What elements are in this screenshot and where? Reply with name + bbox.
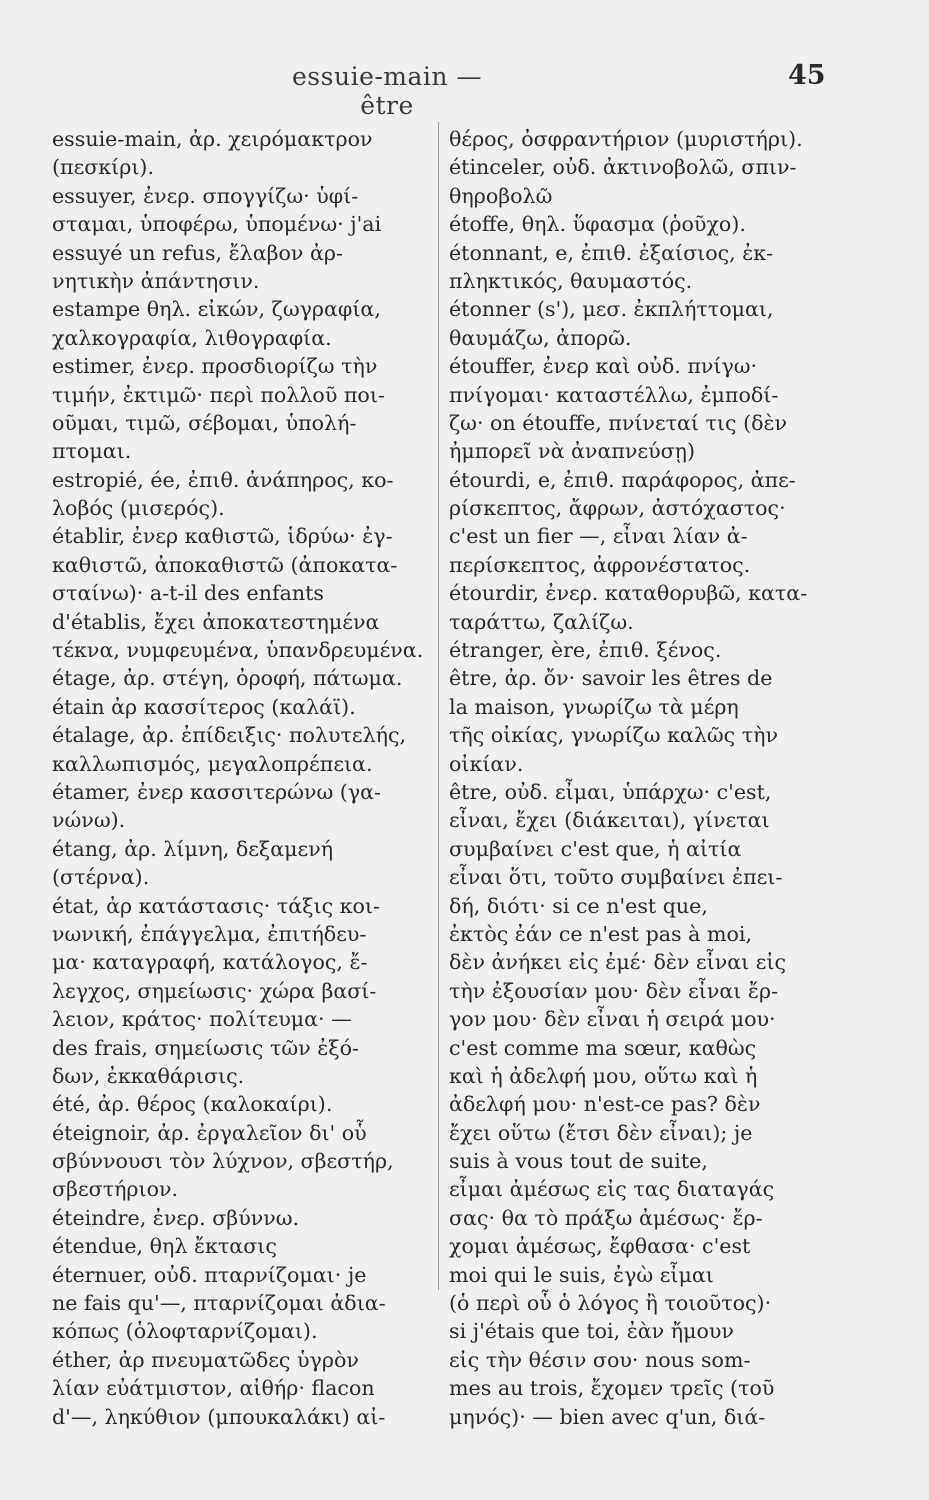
entry-line: c'est comme ma sœur, καθὼς <box>449 1035 757 1060</box>
entry-line: καὶ ἡ ἀδελφή μου, οὕτω καὶ ἡ <box>449 1063 758 1088</box>
entry-line: σβύννουσι τὸν λύχνον, σβεστήρ, <box>52 1149 394 1174</box>
entry-line: οῦμαι, τιμῶ, σέβομαι, ὑπολή- <box>52 410 357 435</box>
entry-line: éther, ἀρ πνευματῶδες ὑγρὸν <box>52 1347 359 1372</box>
entry-line: γον μου· δὲν εἶναι ἡ σειρά μου· <box>449 1007 776 1032</box>
entry-line: ne fais qu'—, πταρνίζομαι ἀδια- <box>52 1291 386 1316</box>
entry-line: des frais, σημείωσις τῶν ἐξό- <box>52 1035 360 1060</box>
entry-line: étamer, ἐνερ κασσιτερώνω (γα- <box>52 779 382 804</box>
entry-line: étinceler, οὐδ. ἀκτινοβολῶ, σπιν- <box>449 155 797 180</box>
entry-line: étranger, ère, ἐπιθ. ξένος. <box>449 638 722 663</box>
entry-line: ἀδελφή μου· n'est-ce pas? δὲν <box>449 1092 761 1117</box>
entry-line: σας· θα τὸ πράξω ἀμέσως· ἔρ- <box>449 1205 763 1230</box>
entry-line: τέκνα, νυμφευμένα, ὑπανδρευμένα. <box>52 638 424 663</box>
column-divider <box>438 122 439 1290</box>
entry-line: χαλκογραφία, λιθογραφία. <box>52 325 332 350</box>
entry-line: ρίσκεπτος, ἄφρων, ἀστόχαστος· <box>449 496 786 521</box>
entry-line: être, οὐδ. εἶμαι, ὑπάρχω· c'est, <box>449 779 772 804</box>
entry-line: θηροβολῶ <box>449 183 553 208</box>
entry-line: κόπως (ὁλοφταρνίζομαι). <box>52 1319 318 1344</box>
entry-line: δων, ἐκκαθάρισις. <box>52 1063 245 1088</box>
entry-line: τὴν ἐξουσίαν μου· δὲν εἶναι ἔρ- <box>449 978 779 1003</box>
entry-line: été, ἀρ. θέρος (καλοκαίρι). <box>52 1092 333 1117</box>
entry-line: πνίγομαι· καταστέλλω, ἐμποδί- <box>449 382 779 407</box>
entry-line: μηνός)· — bien avec q'un, διά- <box>449 1404 766 1429</box>
entry-line: éteindre, ἐνερ. σβύννω. <box>52 1205 300 1230</box>
entry-line: θαυμάζω, ἀπορῶ. <box>449 325 632 350</box>
entry-line: χομαι ἀμέσως, ἔφθασα· c'est <box>449 1234 751 1259</box>
entry-line: essuyer, ἐνερ. σπογγίζω· ὑφί- <box>52 183 359 208</box>
entry-line: πληκτικός, θαυμαστός. <box>449 268 693 293</box>
right-column <box>449 125 839 1431</box>
entry-line: essuie-main, ἀρ. χειρόμακτρον <box>52 127 373 151</box>
entry-line: estampe θηλ. εἰκών, ζωγραφία, <box>52 297 381 322</box>
entry-line: μα· καταγραφή, κατάλογος, ἔ- <box>52 950 368 975</box>
entry-line: estropié, ée, ἐπιθ. ἀνάπηρος, κο- <box>52 467 394 492</box>
entry-line: λοβός (μισερός). <box>52 496 225 521</box>
entry-line: δὲν ἀνήκει εἰς ἐμέ· δὲν εἶναι εἰς <box>449 950 787 975</box>
running-head-title: essuie-main — être <box>292 62 482 120</box>
entry-line: c'est un fier —, εἶναι λίαν ἀ- <box>449 524 748 549</box>
entry-line: estimer, ἐνερ. προσδιορίζω τὴν <box>52 354 378 379</box>
entry-line: λίαν εὐάτμιστον, αἰθήρ· flacon <box>52 1376 375 1401</box>
entry-line: ἠμπορεῖ νὰ ἀναπνεύσῃ) <box>449 439 696 464</box>
entry-line: étouffer, ἐνερ καὶ οὐδ. πνίγω· <box>449 354 758 379</box>
entry-line: σταίνω)· a-t-il des enfants <box>52 581 325 606</box>
entry-line: étendue, θηλ ἔκτασις <box>52 1234 277 1259</box>
entry-line: (στέρνα). <box>52 865 150 890</box>
entry-line: δή, διότι· si ce n'est que, <box>449 893 708 918</box>
entry-line: σβεστήριον. <box>52 1177 179 1202</box>
entry-line: ἐκτὸς ἐάν ce n'est pas à moi, <box>449 921 753 946</box>
entry-line: (ὁ περὶ οὗ ὁ λόγος ἢ τοιοῦτος)· <box>449 1291 772 1316</box>
entry-line: εἶναι ὅτι, τοῦτο συμβαίνει ἐπει- <box>449 865 783 890</box>
entry-line: εἶναι, ἔχει (διάκειται), γίνεται <box>449 808 770 833</box>
entry-line: établir, ἐνερ καθιστῶ, ἱδρύω· ἐγ- <box>52 524 393 549</box>
entry-line: εἶμαι ἀμέσως εἰς τας διαταγάς <box>449 1177 775 1202</box>
entry-line: éteignoir, ἀρ. ἐργαλεῖον δι' οὗ <box>52 1120 367 1145</box>
entry-line: νητικὴν ἀπάντησιν. <box>52 268 260 293</box>
entry-line: καλλωπισμός, μεγαλοπρέπεια. <box>52 751 373 776</box>
entry-line: étang, ἀρ. λίμνη, δεξαμενή <box>52 836 334 861</box>
entry-line: τιμήν, ἐκτιμῶ· περὶ πολλοῦ ποι- <box>52 382 385 407</box>
entry-line: éternuer, οὐδ. πταρνίζομαι· je <box>52 1262 367 1287</box>
entry-line: être, ἀρ. ὄν· savoir les êtres de <box>449 666 773 691</box>
entry-line: καθιστῶ, ἀποκαθιστῶ (ἀποκατα- <box>52 552 398 577</box>
entry-line: συμβαίνει c'est que, ἡ αἰτία <box>449 836 742 861</box>
entry-line: essuyé un refus, ἔλαβον ἀρ- <box>52 240 343 265</box>
entry-line: état, ἀρ κατάστασις· τάξις κοι- <box>52 893 380 918</box>
entry-line: σταμαι, ὑποφέρω, ὑπομένω· j'ai <box>52 212 382 237</box>
running-head <box>0 60 929 120</box>
entry-line: d'—, ληκύθιον (μπουκαλάκι) αἰ- <box>52 1404 386 1429</box>
entry-line: moi qui le suis, ἐγὼ εἶμαι <box>449 1262 714 1287</box>
entry-line: (πεσκίρι). <box>52 155 155 180</box>
entry-line: ταράττω, ζαλίζω. <box>449 609 634 634</box>
entry-line: étourdi, e, ἐπιθ. παράφορος, ἀπε- <box>449 467 796 492</box>
entry-line: étalage, ἀρ. ἐπίδειξις· πολυτελής, <box>52 723 407 748</box>
entry-line: étain ἀρ κασσίτερος (καλάϊ). <box>52 694 356 719</box>
entry-line: εἰς τὴν θέσιν σου· nous som- <box>449 1347 751 1372</box>
entry-line: d'établis, ἔχει ἀποκατεστημένα <box>52 609 380 634</box>
entry-line: étonnant, e, ἐπιθ. ἐξαίσιος, ἐκ- <box>449 240 774 265</box>
entry-line: νωνική, ἐπάγγελμα, ἐπιτήδευ- <box>52 921 367 946</box>
entry-line: λειον, κράτος· πολίτευμα· — <box>52 1007 352 1032</box>
entry-line: étoffe, θηλ. ὕφασμα (ῥοῦχο). <box>449 212 746 237</box>
entry-line: οἰκίαν. <box>449 751 524 776</box>
entry-line: étage, ἀρ. στέγη, ὀροφή, πάτωμα. <box>52 666 403 691</box>
entry-line: πτομαι. <box>52 439 132 464</box>
entry-line: suis à vous tout de suite, <box>449 1149 708 1174</box>
entry-line: ἔχει οὕτω (ἔτσι δὲν εἶναι); je <box>449 1120 753 1145</box>
entry-line: si j'étais que toi, ἐὰν ἤμουν <box>449 1319 734 1344</box>
entry-line: νώνω). <box>52 808 126 833</box>
entry-line: ζω· on étouffe, πνίνεταί τις (δὲν <box>449 410 788 435</box>
entry-line: περίσκεπτος, ἀφρονέστατος. <box>449 552 751 577</box>
entry-line: étonner (s'), μεσ. ἐκπλήττομαι, <box>449 297 774 322</box>
entry-line: τῆς οἰκίας, γνωρίζω καλῶς τὴν <box>449 723 779 748</box>
page-number: 45 <box>788 60 826 91</box>
left-column <box>52 125 430 1431</box>
entry-line: la maison, γνωρίζω τὰ μέρη <box>449 694 739 719</box>
entry-line: étourdir, ἐνερ. καταθορυβῶ, κατα- <box>449 581 808 606</box>
entry-line: λεγχος, σημείωσις· χώρα βασί- <box>52 978 377 1003</box>
entry-line: mes au trois, ἔχομεν τρεῖς (τοῦ <box>449 1376 775 1401</box>
entry-line: θέρος, ὀσφραντήριον (μυριστήρι). <box>449 127 803 151</box>
